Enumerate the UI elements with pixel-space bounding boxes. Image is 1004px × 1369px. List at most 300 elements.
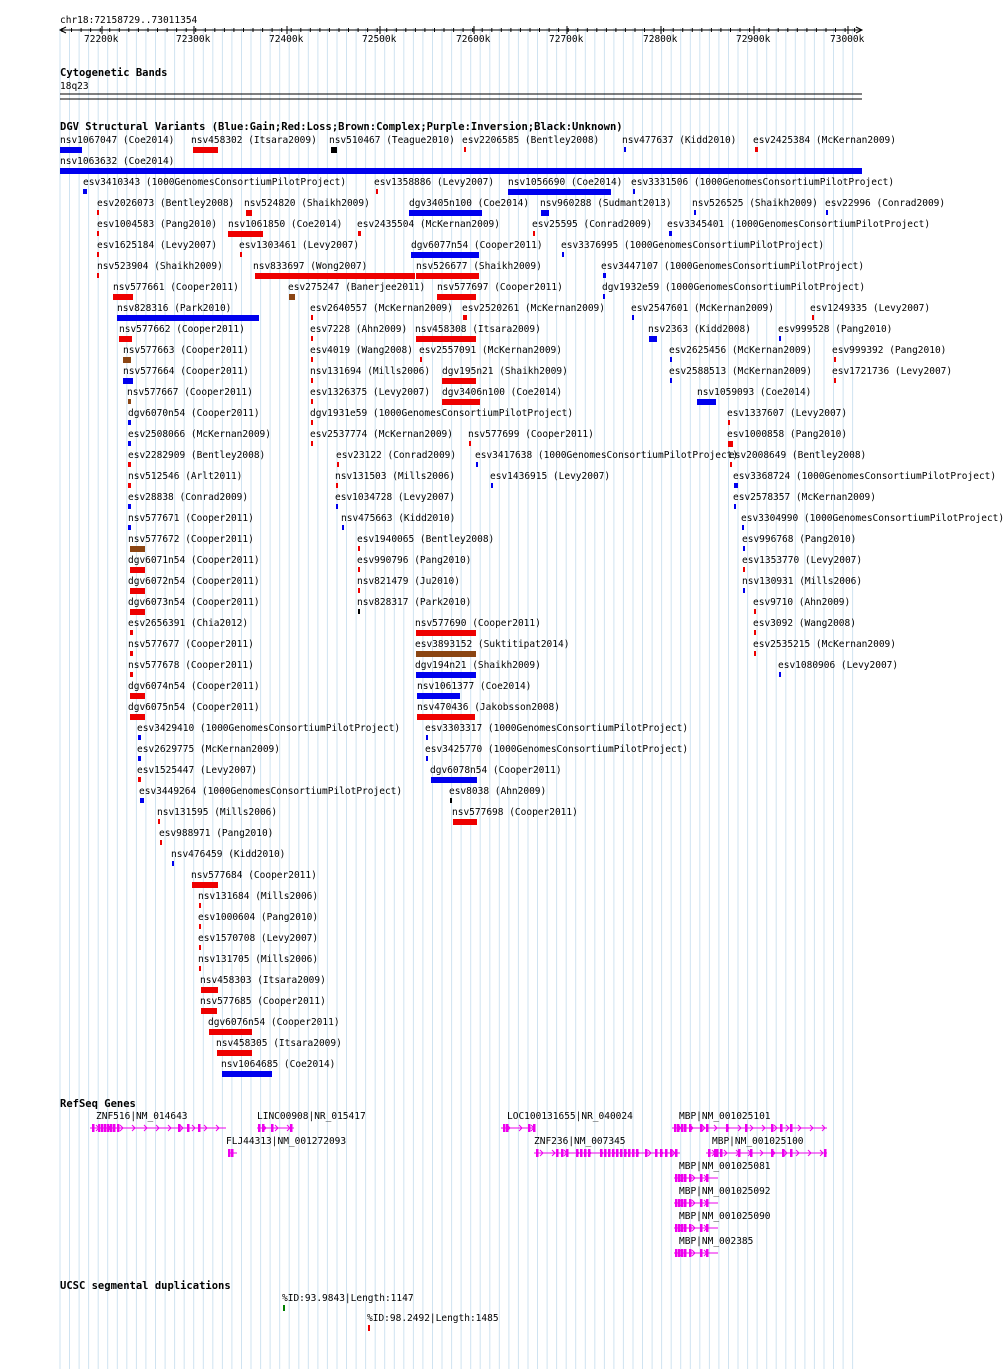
dgv-feature-bar[interactable] bbox=[416, 651, 476, 657]
refseq-exon bbox=[92, 1124, 95, 1132]
dgv-feature-bar[interactable] bbox=[199, 924, 201, 929]
dgv-feature-label[interactable]: esv2557091 (McKernan2009) bbox=[419, 345, 562, 356]
dgv-feature-label[interactable]: esv7228 (Ahn2009) bbox=[310, 324, 408, 335]
dgv-feature-bar[interactable] bbox=[228, 231, 263, 237]
dgv-feature-label[interactable]: dgv3406n100 (Coe2014) bbox=[442, 387, 563, 398]
dgv-feature-label[interactable]: esv2282909 (Bentley2008) bbox=[128, 450, 266, 461]
dgv-feature-label[interactable]: nsv821479 (Ju2010) bbox=[357, 576, 460, 587]
refseq-exon bbox=[645, 1149, 648, 1157]
refseq-exon bbox=[675, 1174, 678, 1182]
refseq-gene-label[interactable]: ZNF516|NM_014643 bbox=[96, 1111, 188, 1122]
dgv-feature-label[interactable]: nsv828316 (Park2010) bbox=[117, 303, 232, 314]
dgv-feature-bar[interactable] bbox=[130, 693, 145, 699]
dgv-feature-label[interactable]: nsv458302 (Itsara2009) bbox=[191, 135, 317, 146]
refseq-exon bbox=[684, 1249, 687, 1257]
dgv-feature-label[interactable]: esv3417638 (1000GenomesConsortiumPilotProject) bbox=[475, 450, 739, 461]
dgv-feature-label[interactable]: dgv6073n54 (Cooper2011) bbox=[128, 597, 260, 608]
dgv-feature-bar[interactable] bbox=[416, 672, 476, 678]
dgv-feature-bar[interactable] bbox=[113, 294, 133, 300]
dgv-feature-label[interactable]: dgv1932e59 (1000GenomesConsortiumPilotProject) bbox=[602, 282, 866, 293]
dgv-feature-label[interactable]: esv1625184 (Levy2007) bbox=[97, 240, 218, 251]
dgv-feature-label[interactable]: esv1004583 (Pang2010) bbox=[97, 219, 218, 230]
dgv-feature-label[interactable]: esv2578357 (McKernan2009) bbox=[733, 492, 876, 503]
dgv-feature-bar[interactable] bbox=[60, 147, 82, 153]
dgv-feature-label[interactable]: esv1436915 (Levy2007) bbox=[490, 471, 611, 482]
dgv-feature-bar[interactable] bbox=[426, 756, 428, 761]
refseq-exon bbox=[655, 1149, 658, 1157]
dgv-track-title[interactable]: DGV Structural Variants (Blue:Gain;Red:Loss;Brown:Complex;Purple:Inversion;Black:Unknown) bbox=[60, 121, 623, 133]
dgv-feature-label[interactable]: dgv6077n54 (Cooper2011) bbox=[411, 240, 543, 251]
dgv-feature-bar[interactable] bbox=[97, 273, 99, 278]
dgv-feature-label[interactable]: dgv6075n54 (Cooper2011) bbox=[128, 702, 260, 713]
dgv-feature-bar[interactable] bbox=[426, 735, 428, 740]
dgv-feature-label[interactable]: esv2520261 (McKernan2009) bbox=[462, 303, 605, 314]
dgv-feature-bar[interactable] bbox=[442, 399, 480, 405]
dgv-feature-label[interactable]: nsv458308 (Itsara2009) bbox=[415, 324, 541, 335]
refseq-exon bbox=[824, 1149, 827, 1157]
refseq-exon bbox=[708, 1149, 711, 1157]
dgv-feature-label[interactable]: esv1249335 (Levy2007) bbox=[810, 303, 931, 314]
dgv-feature-bar[interactable] bbox=[416, 273, 479, 279]
dgv-feature-label[interactable]: nsv577677 (Cooper2011) bbox=[128, 639, 254, 650]
dgv-feature-bar[interactable] bbox=[97, 252, 99, 257]
dgv-feature-bar[interactable] bbox=[743, 546, 745, 551]
dgv-feature-label[interactable]: nsv577671 (Cooper2011) bbox=[128, 513, 254, 524]
dgv-feature-bar[interactable] bbox=[697, 399, 716, 405]
dgv-feature-bar[interactable] bbox=[240, 252, 242, 257]
dgv-feature-label[interactable]: nsv577685 (Cooper2011) bbox=[200, 996, 326, 1007]
dgv-feature-bar[interactable] bbox=[123, 357, 131, 363]
dgv-feature-bar[interactable] bbox=[358, 588, 360, 593]
dgv-feature-bar[interactable] bbox=[119, 336, 132, 342]
refseq-exon bbox=[675, 1249, 678, 1257]
dgv-feature-bar[interactable] bbox=[730, 462, 732, 467]
dgv-feature-label[interactable]: nsv577699 (Cooper2011) bbox=[468, 429, 594, 440]
dgv-feature-bar[interactable] bbox=[624, 147, 626, 152]
dgv-feature-bar[interactable] bbox=[140, 798, 144, 803]
refseq-exon bbox=[113, 1124, 116, 1132]
dgv-feature-label[interactable]: nsv577684 (Cooper2011) bbox=[191, 870, 317, 881]
refseq-exon bbox=[684, 1174, 687, 1182]
dgv-feature-label[interactable]: esv2435504 (McKernan2009) bbox=[357, 219, 500, 230]
dgv-feature-label[interactable]: esv1570708 (Levy2007) bbox=[198, 933, 319, 944]
refseq-exon bbox=[689, 1124, 692, 1132]
dgv-feature-label[interactable]: nsv960288 (Sudmant2013) bbox=[540, 198, 672, 209]
dgv-feature-bar[interactable] bbox=[533, 231, 535, 236]
dgv-feature-label[interactable]: esv4019 (Wang2008) bbox=[310, 345, 413, 356]
dgv-feature-label[interactable]: nsv523904 (Shaikh2009) bbox=[97, 261, 223, 272]
dgv-feature-bar[interactable] bbox=[420, 357, 422, 362]
dgv-feature-label[interactable]: dgv6078n54 (Cooper2011) bbox=[430, 765, 562, 776]
dgv-feature-bar[interactable] bbox=[117, 315, 259, 321]
dgv-feature-label[interactable]: esv3368724 (1000GenomesConsortiumPilotProject) bbox=[733, 471, 997, 482]
dgv-feature-label[interactable]: nsv131684 (Mills2006) bbox=[198, 891, 319, 902]
dgv-feature-label[interactable]: dgv6076n54 (Cooper2011) bbox=[208, 1017, 340, 1028]
dgv-feature-bar[interactable] bbox=[779, 672, 781, 677]
dgv-feature-label[interactable]: esv3345401 (1000GenomesConsortiumPilotProject) bbox=[667, 219, 931, 230]
dgv-feature-label[interactable]: nsv577662 (Cooper2011) bbox=[119, 324, 245, 335]
dgv-feature-bar[interactable] bbox=[130, 651, 133, 656]
dgv-feature-label[interactable]: nsv130931 (Mills2006) bbox=[742, 576, 863, 587]
dgv-feature-label[interactable]: esv3331506 (1000GenomesConsortiumPilotProject) bbox=[631, 177, 895, 188]
dgv-feature-bar[interactable] bbox=[734, 504, 736, 509]
dgv-feature-label[interactable]: esv999392 (Pang2010) bbox=[832, 345, 947, 356]
dgv-feature-bar[interactable] bbox=[311, 336, 313, 341]
dgv-feature-bar[interactable] bbox=[311, 441, 313, 446]
dgv-feature-label[interactable]: esv3425770 (1000GenomesConsortiumPilotProject) bbox=[425, 744, 689, 755]
dgv-feature-bar[interactable] bbox=[336, 483, 338, 488]
dgv-feature-bar[interactable] bbox=[336, 504, 338, 509]
dgv-feature-bar[interactable] bbox=[199, 903, 201, 908]
dgv-feature-label[interactable]: esv996768 (Pang2010) bbox=[742, 534, 857, 545]
dgv-feature-bar[interactable] bbox=[209, 1029, 252, 1035]
dgv-feature-bar[interactable] bbox=[128, 399, 131, 404]
dgv-feature-bar[interactable] bbox=[728, 420, 730, 425]
dgv-feature-label[interactable]: nsv131595 (Mills2006) bbox=[157, 807, 278, 818]
dgv-feature-bar[interactable] bbox=[463, 315, 467, 320]
dgv-feature-label[interactable]: nsv458305 (Itsara2009) bbox=[216, 1038, 342, 1049]
dgv-feature-label[interactable]: esv3376995 (1000GenomesConsortiumPilotProject) bbox=[561, 240, 825, 251]
dgv-feature-bar[interactable] bbox=[199, 945, 201, 950]
refseq-exon bbox=[528, 1124, 531, 1132]
dgv-feature-bar[interactable] bbox=[128, 525, 131, 530]
dgv-feature-bar[interactable] bbox=[834, 378, 836, 383]
dgv-feature-bar[interactable] bbox=[311, 420, 313, 425]
dgv-feature-bar[interactable] bbox=[632, 315, 634, 320]
dgv-feature-bar[interactable] bbox=[130, 567, 145, 573]
dgv-feature-label[interactable]: nsv828317 (Park2010) bbox=[357, 597, 472, 608]
dgv-feature-label[interactable]: esv2508066 (McKernan2009) bbox=[128, 429, 271, 440]
dgv-feature-label[interactable]: nsv1056690 (Coe2014) bbox=[508, 177, 623, 188]
dgv-feature-bar[interactable] bbox=[123, 378, 133, 384]
refseq-exon bbox=[670, 1149, 673, 1157]
dgv-feature-label[interactable]: esv25595 (Conrad2009) bbox=[532, 219, 653, 230]
dgv-feature-bar[interactable] bbox=[755, 147, 758, 152]
segdup-bar[interactable] bbox=[283, 1305, 285, 1311]
dgv-feature-label[interactable]: nsv1063632 (Coe2014) bbox=[60, 156, 175, 167]
dgv-feature-bar[interactable] bbox=[138, 777, 141, 782]
dgv-feature-label[interactable]: esv2656391 (Chia2012) bbox=[128, 618, 249, 629]
dgv-feature-label[interactable]: esv3304990 (1000GenomesConsortiumPilotProject) bbox=[741, 513, 1004, 524]
dgv-feature-bar[interactable] bbox=[130, 672, 133, 677]
dgv-feature-bar[interactable] bbox=[450, 798, 452, 803]
refseq-exon bbox=[675, 1199, 678, 1207]
dgv-feature-label[interactable]: nsv526525 (Shaikh2009) bbox=[692, 198, 818, 209]
dgv-feature-label[interactable]: nsv1067047 (Coe2014) bbox=[60, 135, 175, 146]
dgv-feature-bar[interactable] bbox=[754, 651, 756, 656]
dgv-feature-label[interactable]: esv1337607 (Levy2007) bbox=[727, 408, 848, 419]
dgv-feature-label[interactable]: nsv577697 (Cooper2011) bbox=[437, 282, 563, 293]
dgv-feature-bar[interactable] bbox=[130, 546, 145, 552]
dgv-feature-label[interactable]: esv988971 (Pang2010) bbox=[159, 828, 274, 839]
dgv-feature-bar[interactable] bbox=[246, 210, 252, 216]
dgv-feature-label[interactable]: esv275247 (Banerjee2011) bbox=[288, 282, 426, 293]
dgv-feature-bar[interactable] bbox=[60, 168, 862, 174]
dgv-feature-bar[interactable] bbox=[491, 483, 493, 488]
refseq-exon bbox=[706, 1174, 709, 1182]
dgv-feature-bar[interactable] bbox=[431, 777, 477, 783]
dgv-feature-bar[interactable] bbox=[670, 357, 672, 362]
refseq-gene-label[interactable]: FLJ44313|NM_001272093 bbox=[226, 1136, 347, 1147]
dgv-feature-label[interactable]: esv2640557 (McKernan2009) bbox=[310, 303, 453, 314]
refseq-gene-label[interactable]: ZNF236|NM_007345 bbox=[534, 1136, 626, 1147]
dgv-feature-bar[interactable] bbox=[603, 273, 606, 278]
dgv-feature-bar[interactable] bbox=[358, 231, 361, 236]
dgv-feature-label[interactable]: esv3449264 (1000GenomesConsortiumPilotProject) bbox=[139, 786, 403, 797]
dgv-feature-label[interactable]: esv1000604 (Pang2010) bbox=[198, 912, 319, 923]
dgv-feature-label[interactable]: esv28838 (Conrad2009) bbox=[128, 492, 249, 503]
dgv-feature-bar[interactable] bbox=[562, 252, 564, 257]
refseq-gene-label[interactable]: MBP|NM_001025092 bbox=[679, 1186, 771, 1197]
refseq-exon bbox=[271, 1124, 274, 1132]
dgv-feature-bar[interactable] bbox=[97, 231, 99, 236]
dgv-feature-label[interactable]: dgv6072n54 (Cooper2011) bbox=[128, 576, 260, 587]
refseq-track-title[interactable]: RefSeq Genes bbox=[60, 1098, 136, 1110]
segdup-track-title[interactable]: UCSC segmental duplications bbox=[60, 1280, 231, 1292]
dgv-feature-bar[interactable] bbox=[128, 462, 131, 467]
dgv-feature-bar[interactable] bbox=[358, 609, 360, 614]
dgv-feature-bar[interactable] bbox=[541, 210, 549, 216]
dgv-feature-label[interactable]: nsv512546 (Arlt2011) bbox=[128, 471, 243, 482]
dgv-feature-bar[interactable] bbox=[358, 546, 360, 551]
ruler-tick-label: 72800k bbox=[643, 34, 678, 45]
dgv-feature-label[interactable]: dgv1931e59 (1000GenomesConsortiumPilotProject) bbox=[310, 408, 574, 419]
dgv-feature-bar[interactable] bbox=[416, 630, 476, 636]
dgv-feature-label[interactable]: nsv577698 (Cooper2011) bbox=[452, 807, 578, 818]
refseq-gene-label[interactable]: MBP|NM_001025101 bbox=[679, 1111, 771, 1122]
dgv-feature-label[interactable]: esv2547601 (McKernan2009) bbox=[631, 303, 774, 314]
dgv-feature-label[interactable]: dgv6070n54 (Cooper2011) bbox=[128, 408, 260, 419]
dgv-feature-bar[interactable] bbox=[331, 147, 337, 153]
dgv-feature-label[interactable]: nsv577678 (Cooper2011) bbox=[128, 660, 254, 671]
dgv-feature-bar[interactable] bbox=[128, 504, 131, 509]
dgv-feature-label[interactable]: esv3303317 (1000GenomesConsortiumPilotProject) bbox=[425, 723, 689, 734]
dgv-feature-label[interactable]: esv1303461 (Levy2007) bbox=[239, 240, 360, 251]
dgv-feature-label[interactable]: nsv1064685 (Coe2014) bbox=[221, 1059, 336, 1070]
dgv-feature-label[interactable]: nsv131705 (Mills2006) bbox=[198, 954, 319, 965]
dgv-feature-bar[interactable] bbox=[217, 1050, 252, 1056]
dgv-feature-label[interactable]: esv2425384 (McKernan2009) bbox=[753, 135, 896, 146]
dgv-feature-bar[interactable] bbox=[130, 714, 145, 720]
dgv-feature-bar[interactable] bbox=[669, 231, 672, 236]
dgv-feature-bar[interactable] bbox=[201, 987, 218, 993]
segdup-label[interactable]: %ID:98.2492|Length:1485 bbox=[367, 1313, 499, 1324]
dgv-feature-label[interactable]: esv1326375 (Levy2007) bbox=[310, 387, 431, 398]
dgv-feature-bar[interactable] bbox=[255, 273, 415, 279]
refseq-exon bbox=[107, 1124, 110, 1132]
dgv-feature-bar[interactable] bbox=[158, 819, 160, 824]
refseq-exon bbox=[700, 1174, 703, 1182]
dgv-feature-bar[interactable] bbox=[728, 441, 733, 447]
dgv-feature-bar[interactable] bbox=[649, 336, 657, 342]
dgv-feature-bar[interactable] bbox=[754, 630, 756, 635]
dgv-feature-bar[interactable] bbox=[160, 840, 162, 845]
dgv-feature-bar[interactable] bbox=[193, 147, 218, 153]
dgv-feature-bar[interactable] bbox=[464, 147, 466, 152]
dgv-feature-bar[interactable] bbox=[130, 588, 145, 594]
dgv-feature-bar[interactable] bbox=[130, 630, 133, 635]
dgv-feature-label[interactable]: esv1940065 (Bentley2008) bbox=[357, 534, 495, 545]
dgv-feature-label[interactable]: nsv577661 (Cooper2011) bbox=[113, 282, 239, 293]
dgv-feature-label[interactable]: esv3092 (Wang2008) bbox=[753, 618, 856, 629]
dgv-feature-label[interactable]: dgv3405n100 (Coe2014) bbox=[409, 198, 530, 209]
dgv-feature-bar[interactable] bbox=[83, 189, 87, 194]
dgv-feature-bar[interactable] bbox=[128, 483, 131, 488]
dgv-feature-label[interactable]: nsv131503 (Mills2006) bbox=[335, 471, 456, 482]
dgv-feature-label[interactable]: dgv6074n54 (Cooper2011) bbox=[128, 681, 260, 692]
dgv-feature-bar[interactable] bbox=[311, 399, 313, 404]
dgv-feature-bar[interactable] bbox=[337, 462, 339, 467]
dgv-feature-label[interactable]: esv2629775 (McKernan2009) bbox=[137, 744, 280, 755]
dgv-feature-label[interactable]: nsv577667 (Cooper2011) bbox=[127, 387, 253, 398]
dgv-feature-label[interactable]: esv1525447 (Levy2007) bbox=[137, 765, 258, 776]
dgv-feature-bar[interactable] bbox=[311, 315, 313, 320]
dgv-feature-bar[interactable] bbox=[754, 609, 756, 614]
dgv-feature-bar[interactable] bbox=[172, 861, 174, 866]
dgv-feature-bar[interactable] bbox=[138, 756, 141, 761]
dgv-feature-label[interactable]: esv1353770 (Levy2007) bbox=[742, 555, 863, 566]
dgv-feature-label[interactable]: esv2008649 (Bentley2008) bbox=[729, 450, 867, 461]
dgv-feature-bar[interactable] bbox=[779, 336, 781, 341]
refseq-exon bbox=[556, 1149, 559, 1157]
dgv-feature-bar[interactable] bbox=[670, 378, 672, 383]
dgv-feature-label[interactable]: dgv194n21 (Shaikh2009) bbox=[415, 660, 541, 671]
dgv-feature-label[interactable]: dgv195n21 (Shaikh2009) bbox=[442, 366, 568, 377]
dgv-feature-label[interactable]: esv2026073 (Bentley2008) bbox=[97, 198, 235, 209]
dgv-feature-label[interactable]: nsv2363 (Kidd2008) bbox=[648, 324, 751, 335]
dgv-feature-label[interactable]: esv2625456 (McKernan2009) bbox=[669, 345, 812, 356]
dgv-feature-label[interactable]: esv3410343 (1000GenomesConsortiumPilotProject) bbox=[83, 177, 347, 188]
dgv-feature-bar[interactable] bbox=[603, 294, 605, 299]
refseq-exon bbox=[681, 1249, 684, 1257]
dgv-feature-bar[interactable] bbox=[743, 567, 745, 572]
dgv-feature-bar[interactable] bbox=[834, 357, 836, 362]
dgv-feature-label[interactable]: esv999528 (Pang2010) bbox=[778, 324, 893, 335]
dgv-feature-label[interactable]: nsv526677 (Shaikh2009) bbox=[416, 261, 542, 272]
refseq-gene-label[interactable]: LINC00908|NR_015417 bbox=[257, 1111, 366, 1122]
dgv-feature-bar[interactable] bbox=[416, 336, 476, 342]
dgv-feature-label[interactable]: nsv577663 (Cooper2011) bbox=[123, 345, 249, 356]
dgv-feature-bar[interactable] bbox=[694, 210, 696, 215]
dgv-feature-label[interactable]: nsv524820 (Shaikh2009) bbox=[244, 198, 370, 209]
dgv-feature-label[interactable]: esv2537774 (McKernan2009) bbox=[310, 429, 453, 440]
refseq-gene-label[interactable]: LOC100131655|NR_040024 bbox=[507, 1111, 633, 1122]
dgv-feature-label[interactable]: nsv470436 (Jakobsson2008) bbox=[417, 702, 560, 713]
dgv-feature-label[interactable]: nsv1061850 (Coe2014) bbox=[228, 219, 343, 230]
refseq-exon bbox=[738, 1149, 741, 1157]
dgv-feature-label[interactable]: esv1034728 (Levy2007) bbox=[335, 492, 456, 503]
ruler-tick-label: 73000k bbox=[830, 34, 865, 45]
refseq-gene-label[interactable]: MBP|NM_001025081 bbox=[679, 1161, 771, 1172]
dgv-feature-label[interactable]: nsv577664 (Cooper2011) bbox=[123, 366, 249, 377]
dgv-feature-label[interactable]: nsv510467 (Teague2010) bbox=[329, 135, 455, 146]
dgv-feature-label[interactable]: esv2206585 (Bentley2008) bbox=[462, 135, 600, 146]
dgv-feature-bar[interactable] bbox=[826, 210, 828, 215]
dgv-feature-bar[interactable] bbox=[358, 567, 360, 572]
refseq-exon bbox=[503, 1124, 506, 1132]
refseq-gene-label[interactable]: MBP|NM_002385 bbox=[679, 1236, 754, 1247]
dgv-feature-bar[interactable] bbox=[417, 693, 460, 699]
dgv-feature-label[interactable]: esv1721736 (Levy2007) bbox=[832, 366, 953, 377]
dgv-feature-label[interactable]: esv1000858 (Pang2010) bbox=[727, 429, 848, 440]
dgv-feature-bar[interactable] bbox=[128, 441, 131, 446]
dgv-feature-bar[interactable] bbox=[437, 294, 476, 300]
dgv-feature-label[interactable]: esv2535215 (McKernan2009) bbox=[753, 639, 896, 650]
dgv-feature-bar[interactable] bbox=[376, 189, 378, 194]
dgv-feature-label[interactable]: nsv475663 (Kidd2010) bbox=[341, 513, 456, 524]
refseq-gene-label[interactable]: MBP|NM_001025100 bbox=[712, 1136, 804, 1147]
dgv-feature-label[interactable]: esv1358886 (Levy2007) bbox=[374, 177, 495, 188]
dgv-feature-bar[interactable] bbox=[289, 294, 295, 300]
dgv-feature-bar[interactable] bbox=[138, 735, 141, 740]
dgv-feature-label[interactable]: esv990796 (Pang2010) bbox=[357, 555, 472, 566]
dgv-feature-bar[interactable] bbox=[97, 210, 99, 215]
dgv-feature-label[interactable]: esv3447107 (1000GenomesConsortiumPilotProject) bbox=[601, 261, 865, 272]
refseq-exon bbox=[608, 1149, 611, 1157]
dgv-feature-bar[interactable] bbox=[311, 378, 313, 383]
dgv-feature-bar[interactable] bbox=[417, 714, 475, 720]
dgv-feature-bar[interactable] bbox=[469, 441, 471, 446]
dgv-feature-bar[interactable] bbox=[311, 357, 313, 362]
dgv-feature-bar[interactable] bbox=[453, 819, 477, 825]
dgv-feature-label[interactable]: nsv458303 (Itsara2009) bbox=[200, 975, 326, 986]
dgv-feature-bar[interactable] bbox=[409, 210, 482, 216]
dgv-feature-label[interactable]: esv1080906 (Levy2007) bbox=[778, 660, 899, 671]
dgv-feature-bar[interactable] bbox=[192, 882, 218, 888]
dgv-feature-bar[interactable] bbox=[411, 252, 479, 258]
refseq-exon bbox=[566, 1149, 569, 1157]
segdup-bar[interactable] bbox=[368, 1325, 370, 1331]
dgv-feature-label[interactable]: esv3893152 (Suktitipat2014) bbox=[415, 639, 570, 650]
refseq-exon bbox=[104, 1124, 107, 1132]
dgv-feature-label[interactable]: esv22996 (Conrad2009) bbox=[825, 198, 946, 209]
cytoband-track-title[interactable]: Cytogenetic Bands bbox=[60, 67, 168, 79]
dgv-feature-bar[interactable] bbox=[476, 462, 478, 467]
dgv-feature-bar[interactable] bbox=[128, 420, 131, 425]
dgv-feature-label[interactable]: esv9710 (Ahn2009) bbox=[753, 597, 851, 608]
dgv-feature-bar[interactable] bbox=[734, 483, 738, 488]
dgv-feature-bar[interactable] bbox=[743, 588, 745, 593]
dgv-feature-label[interactable]: nsv577690 (Cooper2011) bbox=[415, 618, 541, 629]
dgv-feature-bar[interactable] bbox=[812, 315, 814, 320]
dgv-feature-bar[interactable] bbox=[442, 378, 476, 384]
dgv-feature-bar[interactable] bbox=[342, 525, 344, 530]
dgv-feature-label[interactable]: nsv477637 (Kidd2010) bbox=[622, 135, 737, 146]
dgv-feature-bar[interactable] bbox=[130, 609, 145, 615]
dgv-feature-bar[interactable] bbox=[222, 1071, 272, 1077]
dgv-feature-bar[interactable] bbox=[199, 966, 201, 971]
dgv-feature-label[interactable]: esv2588513 (McKernan2009) bbox=[669, 366, 812, 377]
dgv-feature-label[interactable]: esv3429410 (1000GenomesConsortiumPilotProject) bbox=[137, 723, 401, 734]
ruler-tick-label: 72500k bbox=[362, 34, 397, 45]
dgv-feature-label[interactable]: nsv131694 (Mills2006) bbox=[310, 366, 431, 377]
dgv-feature-bar[interactable] bbox=[201, 1008, 217, 1014]
dgv-feature-label[interactable]: esv8038 (Ahn2009) bbox=[449, 786, 547, 797]
dgv-feature-label[interactable]: nsv833697 (Wong2007) bbox=[253, 261, 368, 272]
dgv-feature-bar[interactable] bbox=[508, 189, 611, 195]
dgv-feature-bar[interactable] bbox=[633, 189, 635, 194]
dgv-feature-label[interactable]: nsv1059093 (Coe2014) bbox=[697, 387, 812, 398]
dgv-feature-label[interactable]: nsv1061377 (Coe2014) bbox=[417, 681, 532, 692]
refseq-exon bbox=[700, 1124, 703, 1132]
dgv-feature-label[interactable]: esv23122 (Conrad2009) bbox=[336, 450, 457, 461]
dgv-feature-label[interactable]: nsv476459 (Kidd2010) bbox=[171, 849, 286, 860]
segdup-label[interactable]: %ID:93.9843|Length:1147 bbox=[282, 1293, 414, 1304]
dgv-feature-label[interactable]: dgv6071n54 (Cooper2011) bbox=[128, 555, 260, 566]
dgv-feature-label[interactable]: nsv577672 (Cooper2011) bbox=[128, 534, 254, 545]
refseq-gene-label[interactable]: MBP|NM_001025090 bbox=[679, 1211, 771, 1222]
dgv-feature-bar[interactable] bbox=[742, 525, 744, 530]
